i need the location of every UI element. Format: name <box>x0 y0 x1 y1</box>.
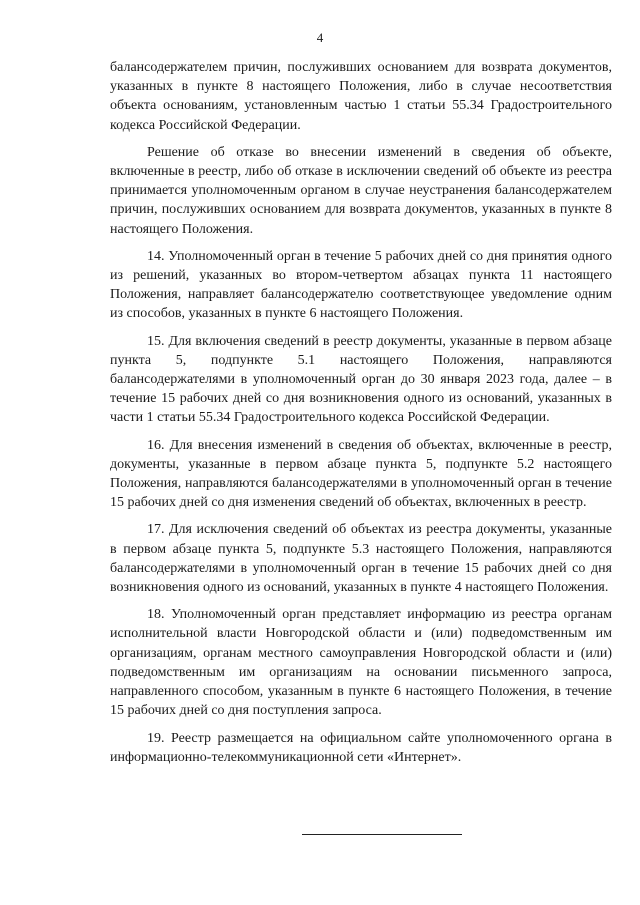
paragraph-19: 19. Реестр размещается на официальном сайте уполномоченного органа в информационно-телекоммуникационной сети «Интернет». <box>110 730 612 765</box>
paragraph-17: 17. Для исключения сведений об объектах из реестра документы, указанные в первом абзаце пункта 5, подпункте 5.3 настоящего Положения, направляются балансодержателями в уполномоченный орган в течение 15 рабочих дней со дня возникновения одного из оснований, указанных в пункте 4 настоящего Положения. <box>110 522 612 596</box>
paragraph-continuation: балансодержателем причин, послуживших основанием для возврата документов, указанных в пункте 8 настоящего Положения, либо в случае несоответствия объекта основаниям, установленным частью 1 статьи 55.34 Градостроительного кодекса Российской Федерации. <box>110 60 612 133</box>
paragraph-refusal-decision: Решение об отказе во внесении изменений в сведения об объекте, включенные в реестр, либо об отказе в исключении сведений об объекте из реестра принимается уполномоченным органом в случае неустранения балансодержателем причин, послуживших основанием для возврата документов, указанных в пункте 8 настоящего Положения. <box>110 144 612 237</box>
page-number: 4 <box>316 30 324 45</box>
end-of-document-line <box>302 834 462 835</box>
document-body <box>110 58 612 775</box>
paragraph-18: 18. Уполномоченный орган представляет информацию из реестра органам исполнительной власти Новгородской области и (или) подведомственным им организациям, органам местного самоуправления Новгородской области и (или) подведомственным им организациям на основании письменного запроса, направленного способом, указанным в пункте 6 настоящего Положения, в течение 15 рабочих дней со дня поступления запроса. <box>110 607 612 719</box>
paragraph-16: 16. Для внесения изменений в сведения об объектах, включенные в реестр, документы, указанные в первом абзаце пункта 5, подпункте 5.2 настоящего Положения, направляются балансодержателями в уполномоченный орган в течение 15 рабочих дней со дня изменения сведений об объектах, включенных в реестр. <box>110 437 612 511</box>
paragraph-14: 14. Уполномоченный орган в течение 5 рабочих дней со дня принятия одного из решений, указанных во втором-четвертом абзацах пункта 11 настоящего Положения, направляет балансодержателю соответствующее уведомление одним из способов, указанных в пункте 6 настоящего Положения. <box>110 248 612 322</box>
paragraph-15: 15. Для включения сведений в реестр документы, указанные в первом абзаце пункта 5, подпункте 5.1 настоящего Положения, направляются балансодержателями в уполномоченный орган до 30 января 2023 года, далее – в течение 15 рабочих дней со дня возникновения одного из оснований, указанных в части 1 статьи 55.34 Градостроительного кодекса Российской Федерации. <box>110 333 612 426</box>
